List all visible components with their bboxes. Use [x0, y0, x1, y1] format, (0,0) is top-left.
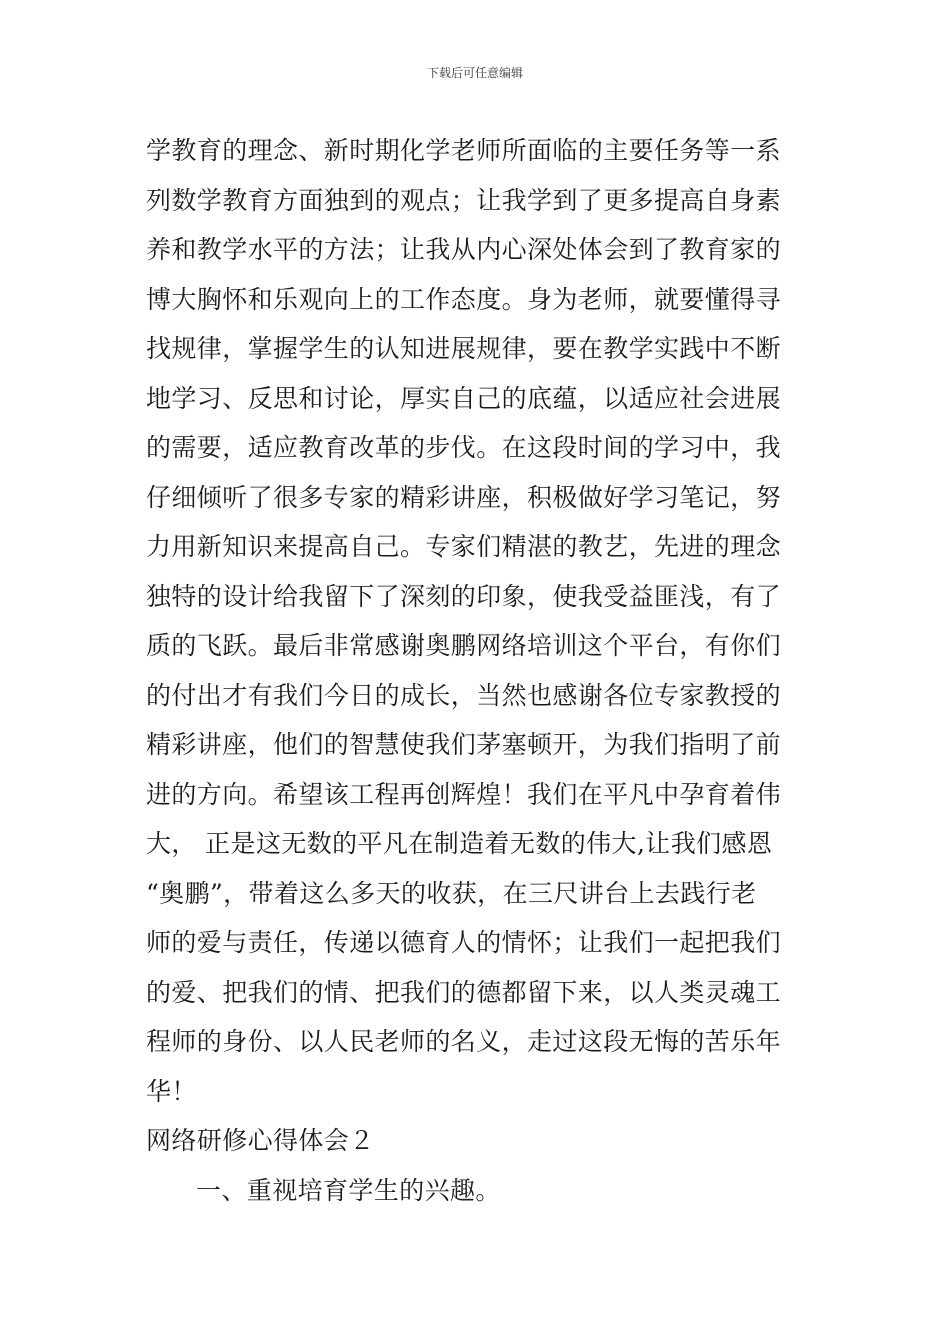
paragraph-line: 大， 正是这无数的平凡在制造着无数的伟大,让我们感恩	[146, 829, 773, 858]
paragraph-line: 华！	[146, 1076, 197, 1106]
section-title: 网络研修心得体会２	[146, 1126, 375, 1155]
paragraph-line: 的爱、把我们的情、把我们的德都留下来，以人类灵魂工	[146, 977, 782, 1007]
paragraph-line: 的付出才有我们今日的成长，当然也感谢各位专家教授的	[146, 680, 782, 710]
paragraph-line: 质的飞跃。最后非常感谢奥鹏网络培训这个平台，有你们	[146, 631, 782, 660]
paragraph-line: 师的爱与责任，传递以德育人的情怀；让我们一起把我们	[146, 928, 782, 957]
paragraph-line: 精彩讲座，他们的智慧使我们茅塞顿开，为我们指明了前	[146, 730, 782, 759]
page-header-note: 下载后可任意编辑	[426, 66, 523, 80]
paragraph-line: 仔细倾听了很多专家的精彩讲座，积极做好学习笔记，努	[146, 482, 782, 512]
paragraph-line: “奥鹏”，带着这么多天的收获，在三尺讲台上去践行老	[146, 878, 757, 908]
paragraph-line: 的需要，适应教育改革的步伐。在这段时间的学习中，我	[146, 433, 782, 462]
paragraph-line: 学教育的理念、新时期化学老师所面临的主要任务等一系	[146, 136, 782, 165]
paragraph-line: 程师的身份、以人民老师的名义，走过这段无悔的苦乐年	[146, 1027, 782, 1056]
document-body	[146, 126, 811, 1215]
paragraph-line: 找规律，掌握学生的认知进展规律，要在教学实践中不断	[146, 334, 782, 363]
paragraph-line: 博大胸怀和乐观向上的工作态度。身为老师，就要懂得寻	[146, 284, 782, 314]
subheading: 一、重视培育学生的兴趣。	[196, 1175, 501, 1205]
paragraph-line: 列数学教育方面独到的观点；让我学到了更多提高自身素	[146, 185, 782, 215]
paragraph-line: 地学习、反思和讨论，厚实自己的底蕴，以适应社会进展	[146, 383, 782, 413]
paragraph-line: 进的方向。希望该工程再创辉煌！我们在平凡中孕育着伟	[146, 779, 782, 809]
paragraph-line: 养和教学水平的方法；让我从内心深处体会到了教育家的	[146, 235, 782, 264]
paragraph-line: 独特的设计给我留下了深刻的印象，使我受益匪浅，有了	[146, 581, 782, 611]
paragraph-line: 力用新知识来提高自己。专家们精湛的教艺，先进的理念	[146, 532, 782, 561]
